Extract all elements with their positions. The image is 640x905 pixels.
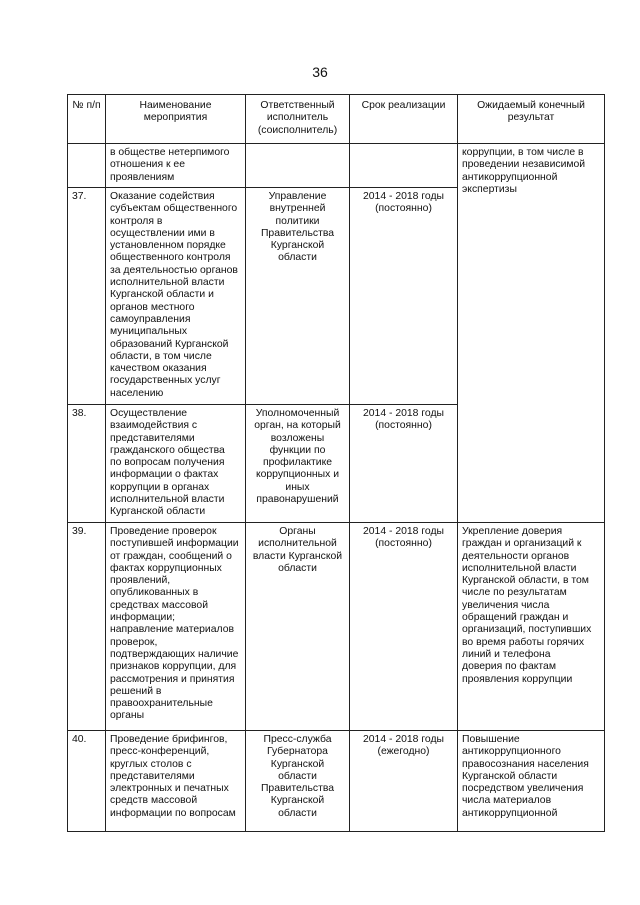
cell-name-39-line: направление материалов bbox=[110, 624, 234, 636]
cell-num-39: 39. bbox=[68, 523, 106, 731]
cell-name-38-line: информации о фактах bbox=[110, 469, 219, 481]
cell-name-39-line: подтверждающих наличие bbox=[110, 648, 239, 660]
cell-responsible-38-line: иных bbox=[285, 481, 310, 493]
header-num: № п/п bbox=[68, 95, 106, 144]
cell-responsible-37-line: внутренней bbox=[269, 203, 326, 215]
cell-name-40-line: представителями bbox=[110, 770, 195, 782]
cell-result-merged-1-line: коррупции, в том числе в bbox=[462, 147, 584, 158]
cell-name-39-line: фактах коррупционных bbox=[110, 562, 222, 574]
cell-name-39-line: рассмотрения и принятия bbox=[110, 673, 235, 685]
cell-responsible-38-line: коррупционных и bbox=[255, 469, 340, 481]
cell-name-37-line: исполнительной власти bbox=[110, 277, 225, 289]
cell-responsible-continuation bbox=[246, 144, 350, 188]
cell-responsible-38 bbox=[246, 405, 350, 523]
cell-result-40-line: Курганской области bbox=[462, 770, 558, 782]
cell-name-38-line: представителями bbox=[110, 432, 195, 444]
cell-responsible-39-line: власти Курганской bbox=[252, 550, 343, 562]
cell-result-merged-2-line: доверия по фактам bbox=[462, 661, 556, 673]
cell-responsible-37-line: Курганской области bbox=[270, 240, 325, 264]
cell-name-39-line: от граждан, сообщений о bbox=[110, 550, 232, 562]
cell-num-continuation bbox=[68, 144, 106, 188]
cell-result-merged-2-line: во время работы горячих bbox=[462, 636, 585, 648]
cell-term-38-line: 2014 - 2018 годы bbox=[363, 408, 444, 419]
cell-responsible-37-line: Управление bbox=[268, 191, 327, 202]
header-name bbox=[106, 95, 246, 144]
cell-term-39-line: (постоянно) bbox=[375, 538, 432, 550]
cell-name-39-line: признаков коррупции, для bbox=[110, 661, 237, 673]
cell-result-40 bbox=[458, 731, 605, 832]
cell-result-merged-1 bbox=[458, 144, 605, 523]
cell-responsible-40-line: Пресс-служба bbox=[263, 734, 332, 745]
cell-responsible-40-line: Курганской области bbox=[270, 795, 325, 819]
cell-responsible-40 bbox=[246, 731, 350, 832]
cell-result-40-line: антикоррупционной bbox=[462, 807, 558, 819]
cell-name-37-line: государственных услуг bbox=[110, 375, 221, 387]
cell-name-38-line: Курганской области bbox=[110, 506, 206, 518]
cell-term-38 bbox=[350, 405, 458, 523]
header-responsible-line: Ответственный bbox=[260, 100, 335, 111]
cell-name-40-line: круглых столов с bbox=[110, 758, 192, 770]
cell-name-37-line: установленном порядке bbox=[110, 240, 226, 252]
cell-name-37-line: образований Курганской bbox=[110, 338, 229, 350]
cell-responsible-37 bbox=[246, 188, 350, 405]
cell-name-continuation-line: проявлениям bbox=[110, 171, 175, 183]
cell-num-40: 40. bbox=[68, 731, 106, 832]
cell-responsible-40-line: Правительства bbox=[260, 783, 335, 795]
cell-name-39-line: поступившей информации bbox=[110, 538, 239, 550]
cell-name-40-line: средств массовой bbox=[110, 795, 198, 807]
header-name-line: мероприятия bbox=[143, 112, 208, 124]
cell-result-merged-1-line: экспертизы bbox=[462, 183, 517, 195]
cell-result-merged-2-line: Укрепление доверия bbox=[462, 526, 563, 537]
cell-name-37-line: субъектам общественного bbox=[110, 203, 238, 215]
cell-result-merged-2 bbox=[458, 523, 605, 731]
cell-result-merged-2-line: увеличения числа bbox=[462, 599, 550, 611]
cell-name-39-line: решений в bbox=[110, 685, 162, 697]
header-result-line: результат bbox=[507, 112, 555, 124]
cell-name-38 bbox=[106, 405, 246, 523]
cell-responsible-38-line: функции по bbox=[269, 444, 326, 456]
cell-name-38-line: коррупции в органах bbox=[110, 481, 210, 493]
header-result-line: Ожидаемый конечный bbox=[477, 100, 585, 111]
cell-term-39 bbox=[350, 523, 458, 731]
cell-name-37-line: Курганской области и bbox=[110, 289, 214, 301]
cell-term-40-line: (ежегодно) bbox=[377, 746, 430, 758]
cell-responsible-38-line: Уполномоченный bbox=[255, 408, 340, 419]
table-row-39 bbox=[68, 523, 605, 731]
cell-name-39-line: средствах массовой bbox=[110, 599, 209, 611]
cell-result-merged-1-line: антикоррупционной bbox=[462, 171, 558, 183]
cell-term-39-line: 2014 - 2018 годы bbox=[363, 526, 444, 537]
cell-name-38-line: по вопросам получения bbox=[110, 457, 225, 469]
header-term: Срок реализации bbox=[350, 95, 458, 144]
cell-responsible-37-line: политики bbox=[275, 215, 320, 227]
cell-num-38: 38. bbox=[68, 405, 106, 523]
cell-name-37-line: самоуправления bbox=[110, 313, 191, 325]
cell-name-39-line: опубликованных в bbox=[110, 587, 199, 599]
header-result bbox=[458, 95, 605, 144]
cell-responsible-38-line: правонарушений bbox=[256, 494, 339, 506]
cell-responsible-39-line: исполнительной bbox=[258, 538, 337, 550]
cell-name-37-line: муниципальных bbox=[110, 326, 188, 338]
cell-name-38-line: взаимодействия с bbox=[110, 420, 198, 432]
cell-name-continuation-line: в обществе нетерпимого bbox=[110, 147, 230, 158]
cell-name-37-line: контроля в bbox=[110, 215, 163, 227]
cell-name-39 bbox=[106, 523, 246, 731]
cell-name-40-line: пресс-конференций, bbox=[110, 746, 210, 758]
header-responsible-line: (соисполнитель) bbox=[257, 124, 338, 136]
cell-name-38-line: Осуществление bbox=[110, 408, 188, 419]
cell-name-37-line: за деятельностью органов bbox=[110, 264, 238, 276]
cell-responsible-38-line: профилактике bbox=[262, 457, 333, 469]
measures-table bbox=[67, 94, 605, 832]
cell-responsible-38-line: орган, на который bbox=[254, 420, 341, 432]
cell-term-38-line: (постоянно) bbox=[375, 420, 432, 432]
cell-result-merged-2-line: граждан и организаций к bbox=[462, 538, 582, 550]
cell-name-40-line: информации по вопросам bbox=[110, 807, 236, 819]
table-row-continuation bbox=[68, 144, 605, 188]
cell-name-39-line: информации; bbox=[110, 612, 176, 624]
cell-name-38-line: гражданского общества bbox=[110, 444, 225, 456]
cell-result-merged-2-line: организаций, поступивших bbox=[462, 624, 592, 636]
cell-name-37-line: общественного контроля bbox=[110, 252, 231, 264]
cell-name-40-line: электронных и печатных bbox=[110, 783, 229, 795]
cell-responsible-39-line: области bbox=[278, 562, 317, 574]
cell-name-39-line: Проведение проверок bbox=[110, 526, 217, 537]
cell-name-37-line: качеством оказания bbox=[110, 363, 207, 375]
cell-name-40 bbox=[106, 731, 246, 832]
cell-name-39-line: органы bbox=[110, 710, 145, 722]
cell-result-merged-1-line: проведении независимой bbox=[462, 159, 586, 171]
cell-result-40-line: посредством увеличения bbox=[462, 783, 584, 795]
cell-term-37-line: (постоянно) bbox=[375, 203, 432, 215]
cell-name-continuation bbox=[106, 144, 246, 188]
cell-name-37-line: осуществлении ими в bbox=[110, 227, 215, 239]
cell-name-37-line: населению bbox=[110, 387, 164, 399]
cell-result-merged-2-line: деятельности органов bbox=[462, 550, 570, 562]
cell-name-37 bbox=[106, 188, 246, 405]
cell-term-40-line: 2014 - 2018 годы bbox=[363, 734, 444, 745]
cell-result-40-line: правосознания населения bbox=[462, 758, 589, 770]
cell-responsible-37-line: Правительства bbox=[260, 227, 335, 239]
header-name-line: Наименование bbox=[139, 100, 212, 111]
cell-result-40-line: антикоррупционного bbox=[462, 746, 561, 758]
cell-responsible-39 bbox=[246, 523, 350, 731]
header-responsible bbox=[246, 95, 350, 144]
header-responsible-line: исполнитель bbox=[266, 112, 329, 124]
table-header-row bbox=[68, 95, 605, 144]
page-number: 36 bbox=[312, 64, 328, 80]
cell-name-39-line: проверок, bbox=[110, 636, 158, 648]
cell-result-merged-2-line: Курганской области, в том bbox=[462, 575, 589, 587]
cell-term-continuation bbox=[350, 144, 458, 188]
cell-term-37 bbox=[350, 188, 458, 405]
cell-name-38-line: исполнительной власти bbox=[110, 494, 225, 506]
cell-result-40-line: числа материалов bbox=[462, 795, 552, 807]
cell-name-39-line: правоохранительные bbox=[110, 698, 213, 710]
cell-name-37-line: органов местного bbox=[110, 301, 195, 313]
cell-result-merged-2-line: исполнительной власти bbox=[462, 562, 577, 574]
cell-result-merged-2-line: линий и телефона bbox=[462, 648, 551, 660]
cell-name-37-line: области, в том числе bbox=[110, 350, 212, 362]
cell-name-continuation-line: отношения к ее bbox=[110, 159, 185, 171]
cell-responsible-39-line: Органы bbox=[279, 526, 316, 537]
cell-responsible-38-line: возложены bbox=[270, 432, 325, 444]
cell-responsible-40-line: Губернатора bbox=[267, 746, 328, 758]
cell-term-40 bbox=[350, 731, 458, 832]
cell-name-39-line: проявлений, bbox=[110, 575, 171, 587]
table-row-40 bbox=[68, 731, 605, 832]
cell-responsible-40-line: Курганской области bbox=[270, 758, 325, 782]
cell-result-40-line: Повышение bbox=[462, 734, 520, 745]
cell-name-37-line: Оказание содействия bbox=[110, 191, 215, 202]
cell-term-37-line: 2014 - 2018 годы bbox=[363, 191, 444, 202]
cell-result-merged-2-line: обращений граждан и bbox=[462, 612, 569, 624]
cell-name-40-line: Проведение брифингов, bbox=[110, 734, 228, 745]
cell-num-37: 37. bbox=[68, 188, 106, 405]
cell-result-merged-2-line: проявления коррупции bbox=[462, 673, 573, 685]
cell-result-merged-2-line: числе по результатам bbox=[462, 587, 567, 599]
